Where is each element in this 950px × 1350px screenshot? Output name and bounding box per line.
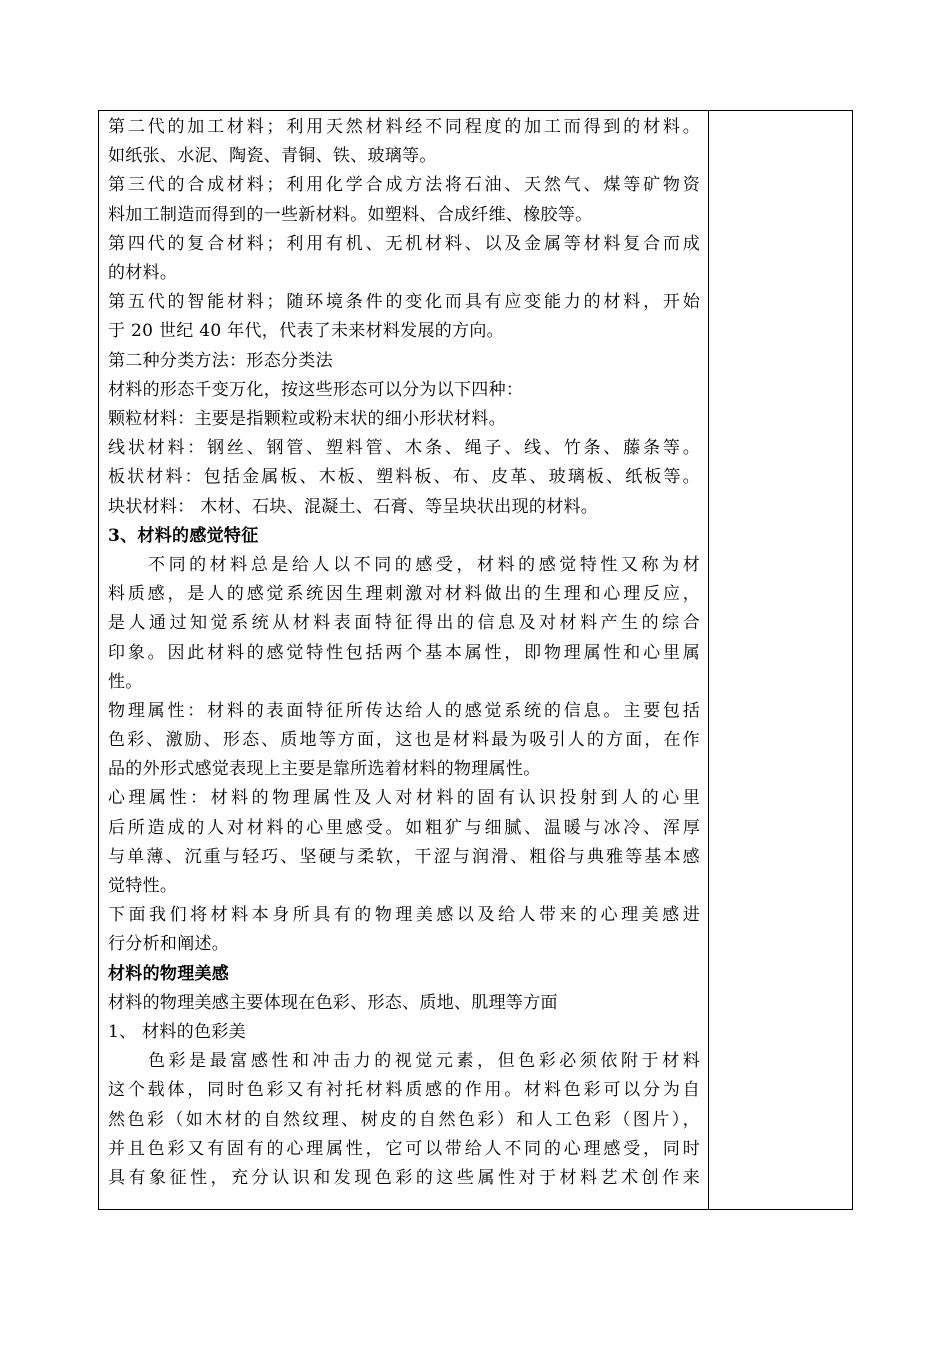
text-line: 性。 [108,671,143,692]
text-line: 第三代的合成材料；利用化学合成方法将石油、天然气、煤等矿物资 [108,175,700,196]
text-line: 具有象征性，充分认识和发现色彩的这些属性对于材料艺术创作来 [108,1168,700,1188]
content-table [98,110,853,1210]
text-line: 下面我们将材料本身所具有的物理美感以及给人带来的心理美感进 [108,905,700,926]
text-line: 第二代的加工材料；利用天然材料经不同程度的加工而得到的材料。 [108,117,700,137]
text-line: 心理属性：材料的物理属性及人对材料的固有认识投射到人的心里 [108,788,700,809]
text-line: 第五代的智能材料；随环境条件的变化而具有应变能力的材料，开始 [108,292,700,313]
text-line: 是人通过知觉系统从材料表面特征得出的信息及对材料产生的综合 [108,613,700,634]
text-line: 于 20 世纪 40 年代，代表了未来材料发展的方向。 [108,321,504,342]
text-line: 材料的物理美感主要体现在色彩、形态、质地、肌理等方面 [108,992,558,1013]
text-line: 后所造成的人对材料的心里感受。如粗犷与细腻、温暖与冰冷、浑厚 [108,817,700,838]
text-line: 料质感，是人的感觉系统因生理刺激对材料做出的生理和心理反应， [108,584,700,605]
text-line: 块状材料： 木材、石块、混凝土、石膏、等呈块状出现的材料。 [108,496,599,517]
text-line: 料加工制造而得到的一些新材料。如塑料、合成纤维、橡胶等。 [108,204,593,225]
text-line: 行分析和阐述。 [108,934,230,955]
text-line: 色彩是最富感性和冲击力的视觉元素，但色彩必须依附于材料 [148,1051,700,1072]
text-line: 印象。因此材料的感觉特性包括两个基本属性，即物理属性和心里属 [108,642,700,663]
text-line: 材料的形态千变万化，按这些形态可以分为以下四种： [108,379,524,400]
text-line: 第四代的复合材料；利用有机、无机材料、以及金属等材料复合而成 [108,233,700,254]
text-line: 与单薄、沉重与轻巧、坚硬与柔软，干涩与润滑、粗俗与典雅等基本感 [108,846,700,867]
text-line: 不同的材料总是给人以不同的感受，材料的感觉特性又称为材 [148,554,700,575]
text-line: 第二种分类方法：形态分类法 [108,350,333,371]
text-line: 色彩、激励、形态、质地等方面，这也是材料最为吸引人的方面，在作 [108,730,700,751]
text-line: 品的外形式感觉表现上主要是靠所选着材料的物理属性。 [108,759,541,780]
text-line: 颗粒材料：主要是指颗粒或粉末状的细小形状材料。 [108,408,506,429]
table-main-cell [99,111,709,1209]
text-line: 物理属性：材料的表面特征所传达给人的感觉系统的信息。主要包括 [108,700,700,721]
text-line: 板状材料：包括金属板、木板、塑料板、布、皮革、玻璃板、纸板等。 [108,467,700,488]
text-line: 1、 材料的色彩美 [108,1022,246,1043]
text-line: 线状材料：钢丝、钢管、塑料管、木条、绳子、线、竹条、藤条等。 [108,438,700,459]
text-line: 的材料。 [108,262,178,283]
text-line: 如纸张、水泥、陶瓷、青铜、铁、玻璃等。 [108,146,437,167]
section-heading: 材料的物理美感 [108,963,230,984]
text-line: 这个载体，同时色彩又有衬托材料质感的作用。材料色彩可以分为自 [108,1080,700,1101]
text-line: 觉特性。 [108,876,178,897]
table-side-cell [709,111,852,1209]
text-line: 然色彩（如木材的自然纹理、树皮的自然色彩）和人工色彩（图片）， [108,1109,700,1130]
paragraph-lines [108,113,700,1193]
section-heading: 3、材料的感觉特征 [108,525,259,546]
text-line: 并且色彩又有固有的心理属性，它可以带给人不同的心理感受，同时 [108,1138,700,1159]
